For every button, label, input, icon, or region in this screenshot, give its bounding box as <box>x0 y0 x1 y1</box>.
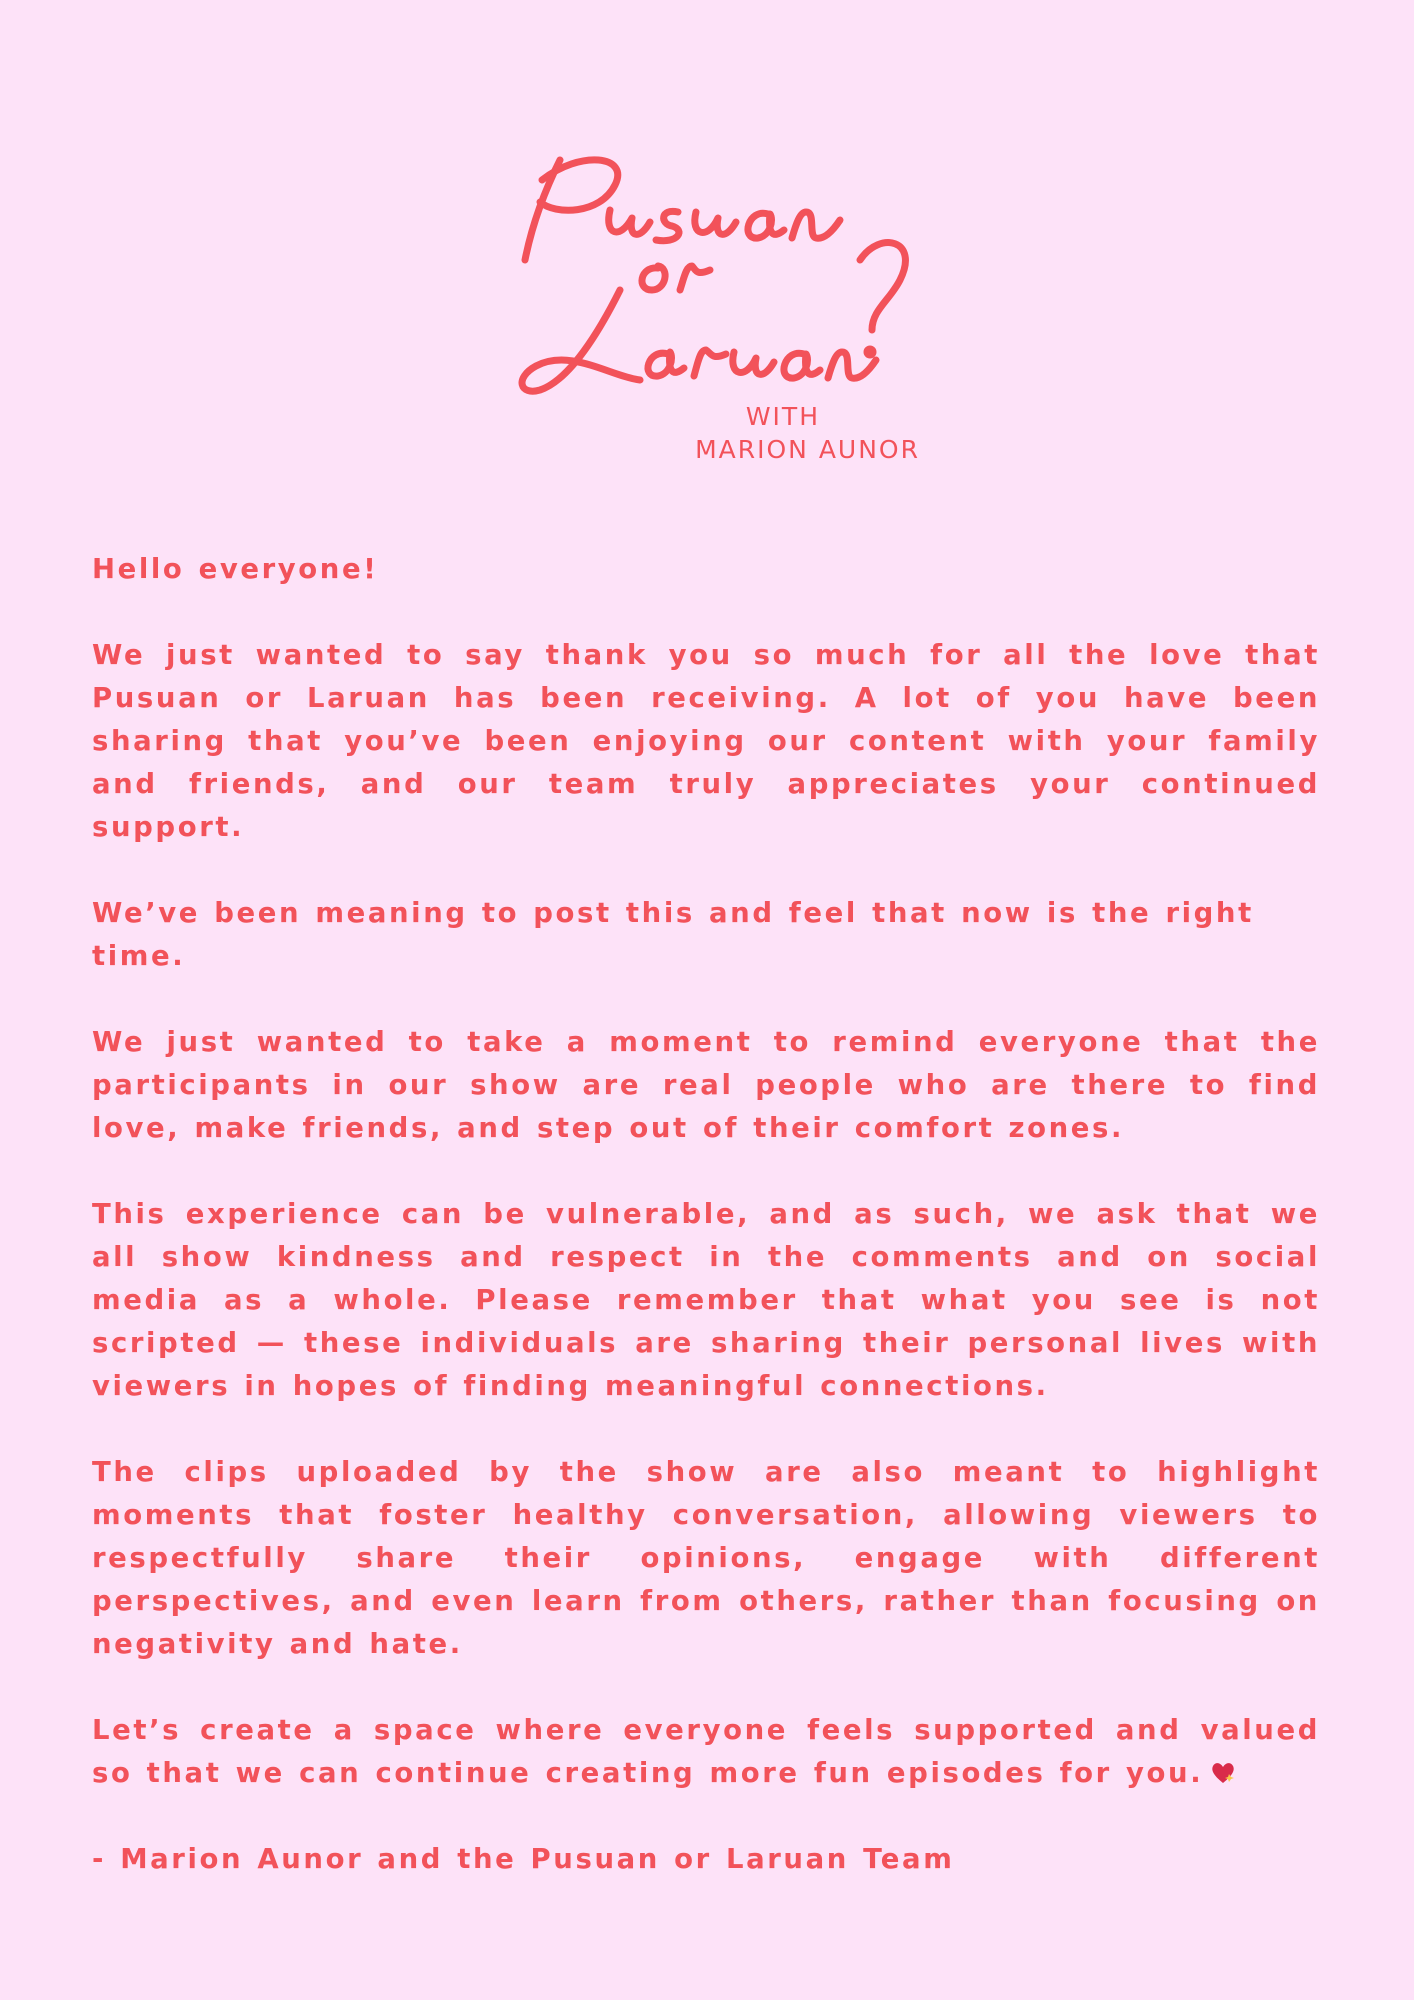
heart-with-sparkle-icon <box>1209 1756 1237 1784</box>
letter-paragraph-6 <box>92 1709 1320 1795</box>
logo-script-title <box>500 140 920 440</box>
show-logo <box>500 140 920 470</box>
letter-paragraph-5: The clips uploaded by the show are also meant to highlight moments that foster healthy conversation, allowing viewers to respectfully share their opinions, engage with different perspectives, and even learn from others, rather than focusing on negativity and hate. <box>92 1456 1320 1660</box>
letter-paragraph-6-text: Let’s create a space where everyone feels supported and valued so that we can continue creating more fun episodes for you. <box>92 1714 1320 1789</box>
letter-greeting: Hello everyone! <box>92 553 379 585</box>
logo-host-name: MARION AUNOR <box>695 435 920 464</box>
letter-paragraph-3: We just wanted to take a moment to remind everyone that the participants in our show are real people who are there to find love, make friends, and step out of their comfort zones. <box>92 1026 1320 1144</box>
letter-paragraph-1: We just wanted to say thank you so much for all the love that Pusuan or Laruan has been receiving. A lot of you have been sharing that you’ve been enjoying our content with your family and friends, and our team truly appreciates your continued support. <box>92 639 1320 843</box>
letter-body <box>92 548 1320 1924</box>
letter-signature: - Marion Aunor and the Pusuan or Laruan Team <box>92 1843 955 1875</box>
letter-paragraph-2: We’ve been meaning to post this and feel that now is the right time. <box>92 897 1254 972</box>
logo-with-label: WITH <box>745 402 820 431</box>
letter-paragraph-4: This experience can be vulnerable, and as such, we ask that we all show kindness and respect in the comments and on social media as a whole. Please remember that what you see is not scripted — these individuals are sharing their personal lives with viewers in hopes of finding meaningful connections. <box>92 1198 1320 1402</box>
